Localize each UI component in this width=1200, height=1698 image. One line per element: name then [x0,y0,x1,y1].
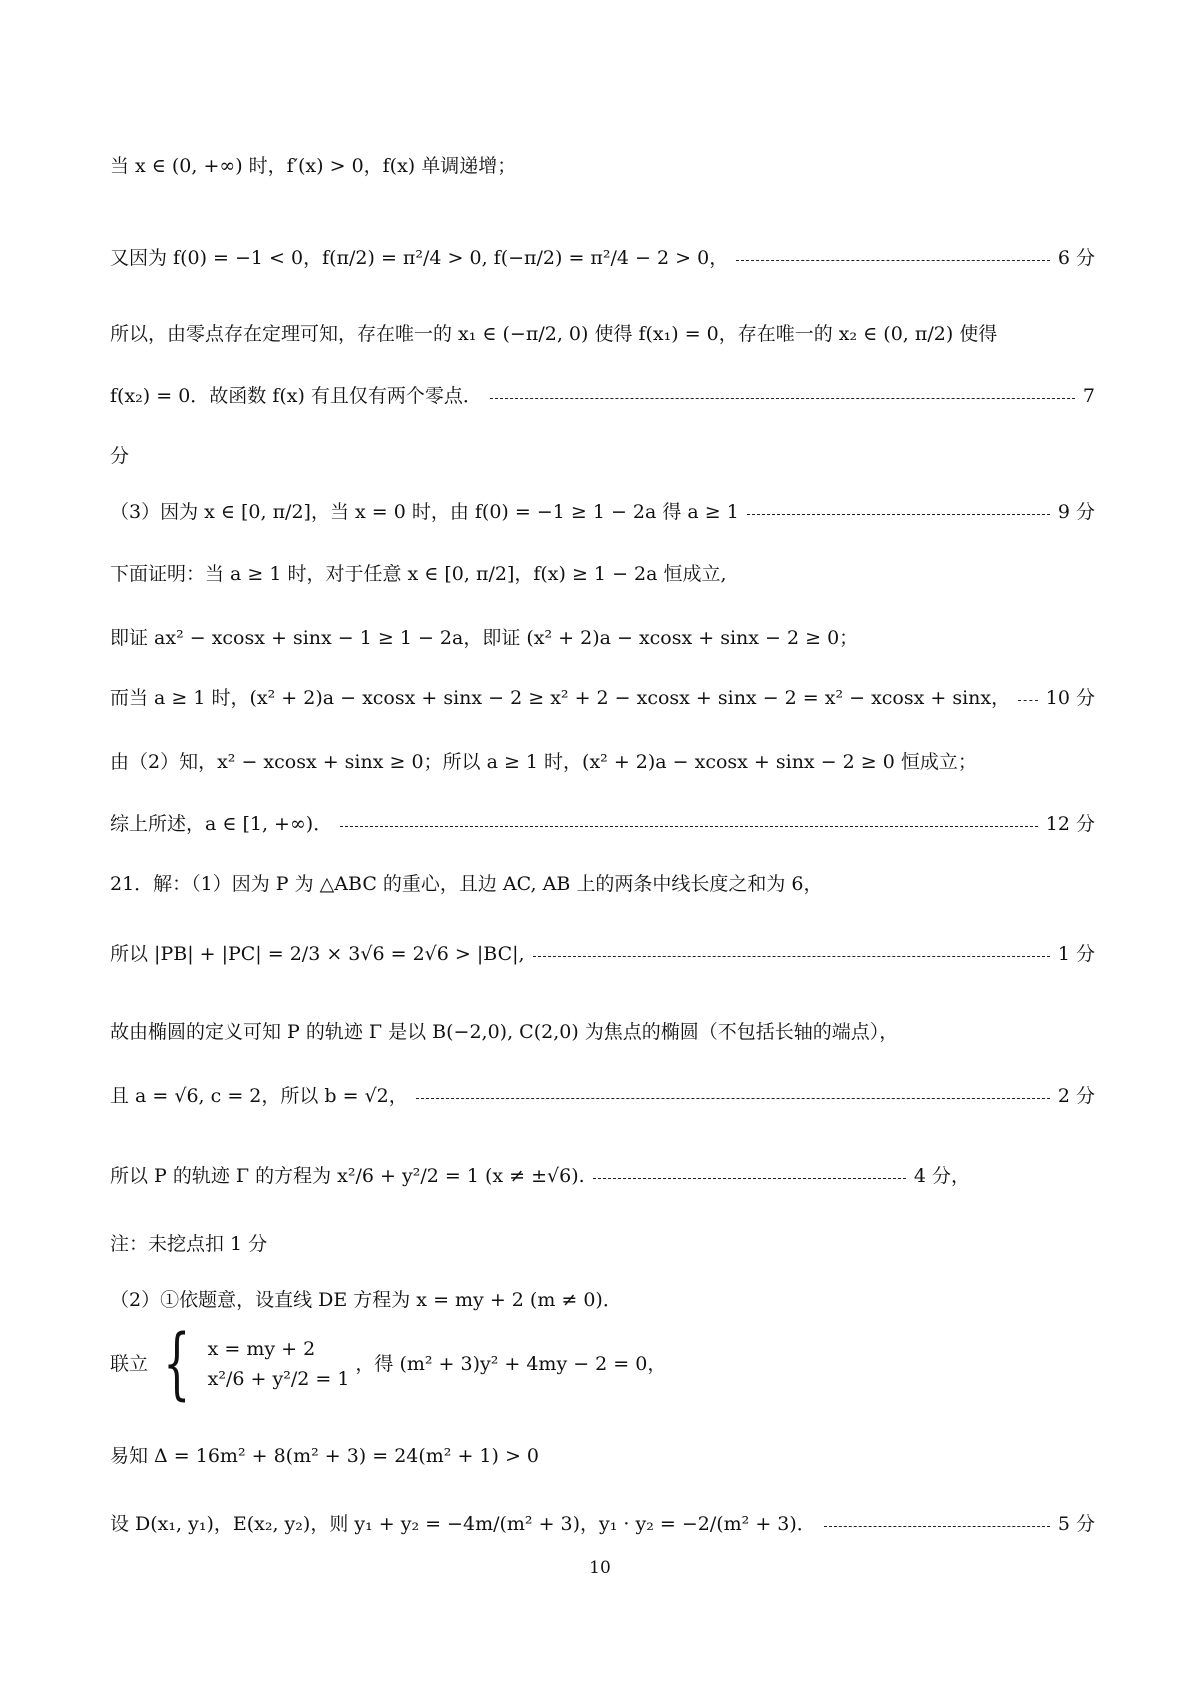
line-16 [110,1160,970,1192]
text: 综上所述，a ∈ [1, +∞)． [110,813,333,835]
line-12 [110,868,1095,900]
text: 注：未挖点扣 1 分 [110,1233,268,1255]
text: 21．解：（1）因为 P 为 △ABC 的重心，且边 AC, AB 上的两条中线长度之和为 6， [110,873,823,895]
page-number: 10 [589,1558,611,1578]
dashed-leader [1018,700,1038,701]
line-13 [110,938,1095,970]
line-15 [110,1080,1095,1112]
line-6 [110,496,1095,528]
system-rows [208,1334,350,1394]
text: f(x₂) = 0．故函数 f(x) 有且仅有两个零点． [110,385,482,407]
text: 即证 ax² − xcosx + sinx − 1 ≥ 1 − 2a，即证 (x² + 2)a − xcosx + sinx − 2 ≥ 0； [110,627,859,649]
score: 9 分 [1057,501,1095,523]
equation-system [110,1319,667,1409]
score: 4 分， [913,1165,970,1187]
line-11 [110,808,1095,840]
text: 设 D(x₁, y₁)，E(x₂, y₂)，则 y₁ + y₂ = −4m/(m² + 3)，y₁ · y₂ = −2/(m² + 3)． [110,1513,816,1535]
line-7 [110,558,1095,590]
line-8 [110,622,1095,654]
system-suffix: ，得 (m² + 3)y² + 4my − 2 = 0， [355,1353,667,1375]
text: 所以 P 的轨迹 Γ 的方程为 x²/6 + y²/2 = 1 (x ≠ ±√6). [110,1165,585,1187]
line-1 [110,150,1095,182]
text: 所以 |PB| + |PC| = 2/3 × 3√6 = 2√6 > |BC|, [110,943,525,965]
dashed-leader [747,514,1050,515]
line-20 [110,1440,1095,1472]
line-2 [110,242,1095,274]
line-14 [110,1016,1095,1048]
text: 且 a = √6, c = 2，所以 b = √2， [110,1085,408,1107]
line-9 [110,682,1095,714]
score: 6 分 [1057,247,1095,269]
score: 1 分 [1057,943,1095,965]
score: 2 分 [1057,1085,1095,1107]
line-5 [110,440,1095,472]
score: 10 分 [1045,687,1095,709]
score: 5 分 [1057,1513,1095,1535]
text: （2）①依题意，设直线 DE 方程为 x = my + 2 (m ≠ 0)． [110,1289,622,1311]
line-21 [110,1508,1095,1540]
text: 分 [110,445,130,467]
line-18 [110,1284,1095,1316]
dashed-leader [824,1526,1050,1527]
line-3 [110,318,1095,350]
text: 由（2）知，x² − xcosx + sinx ≥ 0；所以 a ≥ 1 时，(x² + 2)a − xcosx + sinx − 2 ≥ 0 恒成立； [110,751,977,773]
text: 故由椭圆的定义可知 P 的轨迹 Γ 是以 B(−2,0), C(2,0) 为焦点的椭圆（不包括长轴的端点）， [110,1021,899,1043]
text: 当 x ∈ (0, +∞) 时，f′(x) > 0，f(x) 单调递增； [110,155,517,177]
system-prefix: 联立 [110,1353,149,1375]
dashed-leader [340,826,1038,827]
dashed-leader [533,956,1050,957]
dashed-leader [593,1178,906,1179]
text: 所以，由零点存在定理可知，存在唯一的 x₁ ∈ (−π/2, 0) 使得 f(x₁) = 0，存在唯一的 x₂ ∈ (0, π/2) 使得 [110,323,998,345]
line-4 [110,380,1095,412]
line-17 [110,1228,1095,1260]
system-row-2: x²/6 + y²/2 = 1 [207,1368,350,1390]
line-10 [110,746,1095,778]
score: 7 [1082,385,1095,407]
dashed-leader [416,1098,1050,1099]
system-row-1: x = my + 2 [207,1338,316,1360]
score: 12 分 [1045,813,1095,835]
dashed-leader [736,260,1050,261]
text: 易知 Δ = 16m² + 8(m² + 3) = 24(m² + 1) > 0 [110,1445,540,1467]
text: 而当 a ≥ 1 时，(x² + 2)a − xcosx + sinx − 2 ≥ x² + 2 − xcosx + sinx − 2 = x² − xcosx + sinx， [110,687,1011,709]
text: 下面证明：当 a ≥ 1 时，对于任意 x ∈ [0, π/2]，f(x) ≥ 1 − 2a 恒成立, [110,563,727,585]
text: 又因为 f(0) = −1 < 0，f(π/2) = π²/4 > 0, f(−π/2) = π²/4 − 2 > 0， [110,247,729,269]
text: （3）因为 x ∈ [0, π/2]，当 x = 0 时，由 f(0) = −1 ≥ 1 − 2a 得 a ≥ 1 [110,501,739,523]
dashed-leader [490,398,1075,399]
left-brace: { [163,1319,191,1409]
